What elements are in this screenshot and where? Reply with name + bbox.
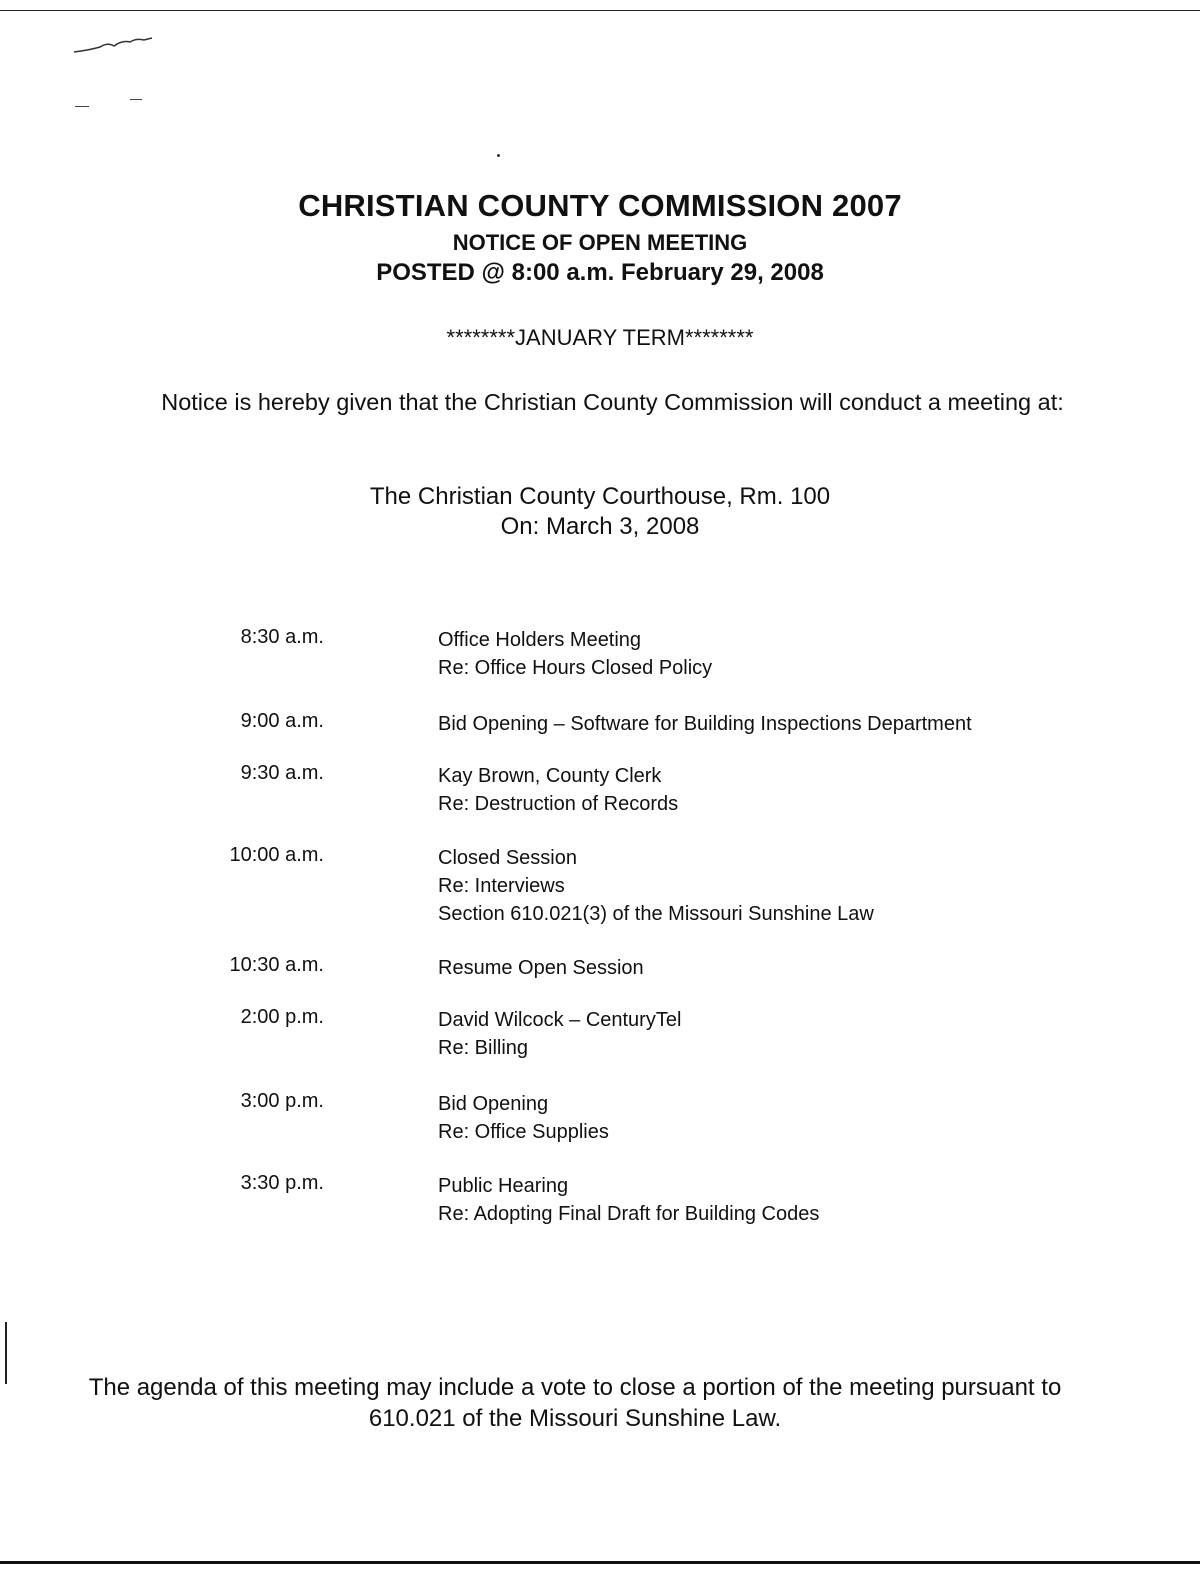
agenda-line: Bid Opening – Software for Building Inspections Department bbox=[438, 713, 972, 735]
agenda-line: Re: Adopting Final Draft for Building Codes bbox=[438, 1203, 820, 1225]
agenda-description bbox=[438, 954, 1200, 982]
agenda-line: Kay Brown, County Clerk bbox=[438, 765, 662, 787]
agenda-line: Public Hearing bbox=[438, 1175, 569, 1197]
agenda-line: David Wilcock – CenturyTel bbox=[438, 1009, 682, 1031]
agenda-time: 9:30 a.m. bbox=[240, 762, 324, 784]
agenda-line: Bid Opening bbox=[438, 1093, 549, 1115]
footer-note: The agenda of this meeting may include a vote to close a portion of the meeting pursuant to 610.021 of the Missouri Sunshine Law. bbox=[88, 1374, 1062, 1432]
posted-line: POSTED @ 8:00 a.m. February 29, 2008 bbox=[376, 259, 824, 286]
agenda-description bbox=[438, 844, 1200, 928]
agenda-line: Re: Office Hours Closed Policy bbox=[438, 657, 713, 679]
agenda-item bbox=[0, 1172, 1200, 1228]
agenda-time: 3:00 p.m. bbox=[240, 1090, 324, 1112]
scan-line-bottom bbox=[0, 1561, 1200, 1564]
notice-paragraph: Notice is hereby given that the Christian County Commission will conduct a meeting at: bbox=[161, 389, 1064, 415]
handwritten-mark bbox=[70, 30, 160, 60]
agenda-line: Office Holders Meeting bbox=[438, 629, 642, 651]
margin-mark bbox=[5, 1322, 7, 1384]
meeting-location bbox=[0, 482, 1200, 542]
agenda-time: 8:30 a.m. bbox=[240, 626, 324, 648]
term-line: ********JANUARY TERM******** bbox=[446, 325, 754, 350]
agenda-time: 2:00 p.m. bbox=[240, 1006, 324, 1028]
agenda-line: Resume Open Session bbox=[438, 957, 644, 979]
agenda-description bbox=[438, 710, 1200, 738]
agenda-time: 10:30 a.m. bbox=[229, 954, 324, 976]
location-place: The Christian County Courthouse, Rm. 100 bbox=[369, 483, 831, 510]
agenda-line: Closed Session bbox=[438, 847, 577, 869]
stray-speck bbox=[497, 154, 500, 157]
agenda-item bbox=[0, 1090, 1200, 1146]
agenda-item bbox=[0, 1006, 1200, 1062]
agenda-item bbox=[0, 844, 1200, 928]
agenda-description bbox=[438, 626, 1200, 682]
agenda-line: Re: Billing bbox=[438, 1037, 529, 1059]
notice-heading: NOTICE OF OPEN MEETING bbox=[452, 230, 748, 255]
stray-dash bbox=[75, 106, 89, 107]
agenda-item bbox=[0, 626, 1200, 682]
agenda-description bbox=[438, 762, 1200, 818]
scan-line-top bbox=[0, 10, 1200, 11]
agenda-description bbox=[438, 1006, 1200, 1062]
agenda-line: Re: Destruction of Records bbox=[438, 793, 679, 815]
agenda-line: Re: Interviews bbox=[438, 875, 565, 897]
agenda-time: 9:00 a.m. bbox=[240, 710, 324, 732]
agenda-item bbox=[0, 954, 1200, 982]
agenda-description bbox=[438, 1172, 1200, 1228]
stray-dash bbox=[130, 99, 142, 100]
agenda-item bbox=[0, 710, 1200, 738]
page-title: CHRISTIAN COUNTY COMMISSION 2007 bbox=[298, 188, 902, 223]
agenda-time: 3:30 p.m. bbox=[240, 1172, 324, 1194]
agenda-line: Section 610.021(3) of the Missouri Sunshine Law bbox=[438, 903, 874, 925]
agenda-time: 10:00 a.m. bbox=[229, 844, 324, 866]
agenda-description bbox=[438, 1090, 1200, 1146]
location-date: On: March 3, 2008 bbox=[500, 513, 700, 540]
agenda-line: Re: Office Supplies bbox=[438, 1121, 609, 1143]
agenda-item bbox=[0, 762, 1200, 818]
